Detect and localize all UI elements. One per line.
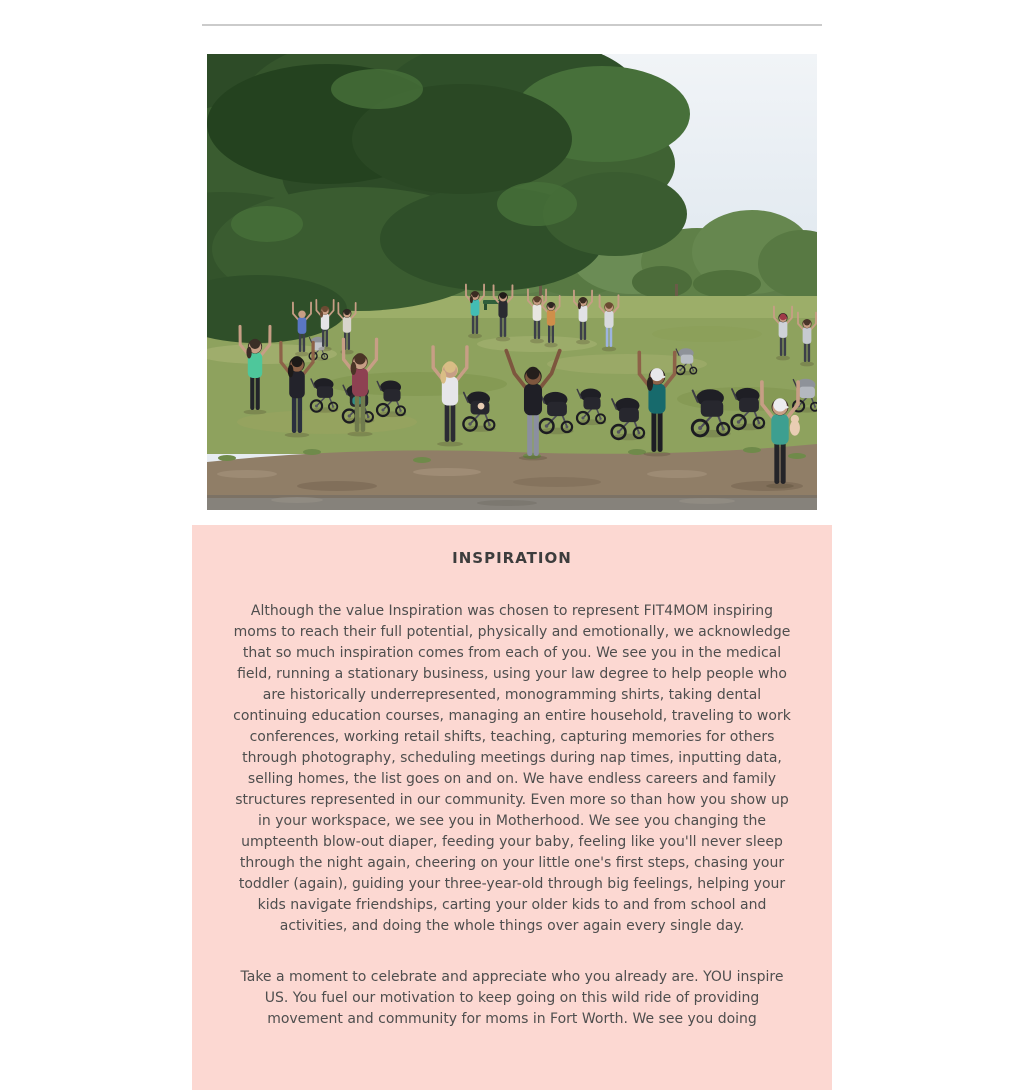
section-heading: INSPIRATION [452,549,572,567]
section-divider [202,24,822,26]
body-paragraph-2: Take a moment to celebrate and appreciate who you already are. YOU inspire US. You fuel our motivation to keep going on this wild ride of providing movement and community for moms in Fort Worth. We see you doing [240,969,784,1027]
body-paragraph-1: Although the value Inspiration was chosen to represent FIT4MOM inspiring moms to reach their full potential, physically and emotionally, we acknowledge that so much inspiration comes from each of you. We see you in the medical field, running a stationary business, using your law degree to help people who are historically underrepresented, monogramming shirts, taking dental continuing education courses, managing an entire household, traveling to work conferences, working retail shifts, teaching, capturing memories for others through photography, scheduling meetings during nap times, inputting data, selling homes, the list goes on and on. We have endless careers and family structures represented in our community. Even more so than how you show up in your workspace, we see you in Motherhood. We see you changing the umpteenth blow-out diaper, feeding your baby, feeling like you'll never sleep through the night again, cheering on your little one's first steps, chasing your toddler (again), guiding your three-year-old through big feelings, helping your kids navigate friendships, carting your older kids to and from school and activities, and doing the whole things over again every single day. [233,603,791,934]
hero-photo-illustration [207,54,817,510]
inspiration-section [192,525,832,1090]
hero-photo [207,54,817,510]
